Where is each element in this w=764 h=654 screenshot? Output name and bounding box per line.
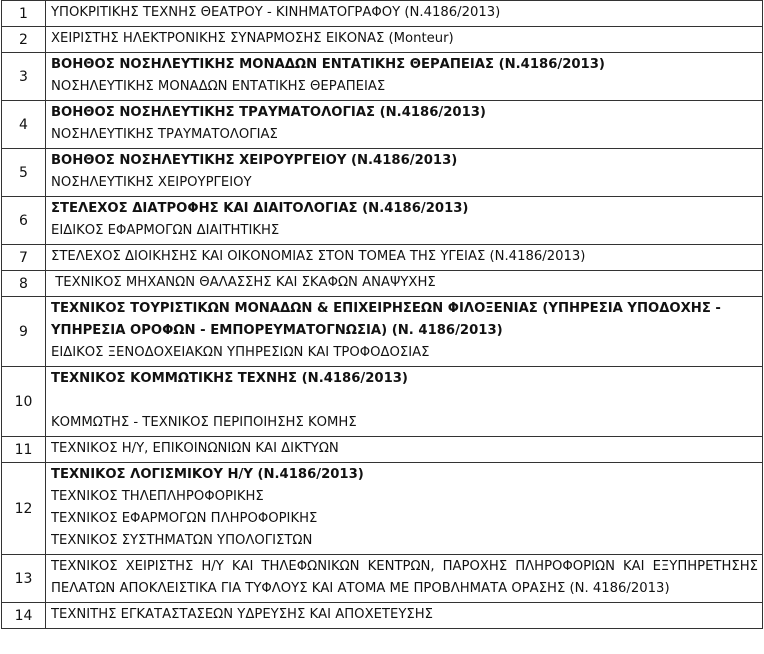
specialty-title: ΒΟΗΘΟΣ ΝΟΣΗΛΕΥΤΙΚΗΣ ΜΟΝΑΔΩΝ ΕΝΤΑΤΙΚΗΣ ΘΕΡΑΠΕΙΑΣ (Ν.4186/2013) <box>51 57 605 72</box>
table-row <box>2 297 763 367</box>
table-row <box>2 437 763 463</box>
specialty-subtitle: ΤΕΧΝΙΚΟΣ ΤΗΛΕΠΛΗΡΟΦΟΡΙΚΗΣ <box>51 489 264 504</box>
row-number: 13 <box>2 555 46 603</box>
table-row <box>2 367 763 437</box>
table-row <box>2 271 763 297</box>
row-description <box>46 149 763 197</box>
table-row <box>2 197 763 245</box>
row-description <box>46 437 763 463</box>
table-row <box>2 555 763 603</box>
table-row <box>2 27 763 53</box>
row-description <box>46 603 763 629</box>
specialty-subtitle: ΕΙΔΙΚΟΣ ΞΕΝΟΔΟΧΕΙΑΚΩΝ ΥΠΗΡΕΣΙΩΝ ΚΑΙ ΤΡΟΦΟΔΟΣΙΑΣ <box>51 345 430 360</box>
row-description <box>46 101 763 149</box>
row-number: 7 <box>2 245 46 271</box>
row-description <box>46 297 763 367</box>
row-description <box>46 245 763 271</box>
specialty-subtitle: ΝΟΣΗΛΕΥΤΙΚΗΣ ΤΡΑΥΜΑΤΟΛΟΓΙΑΣ <box>51 127 278 142</box>
spacer <box>51 390 758 412</box>
specialty-subtitle: ΚΟΜΜΩΤΗΣ - ΤΕΧΝΙΚΟΣ ΠΕΡΙΠΟΙΗΣΗΣ ΚΟΜΗΣ <box>51 415 357 430</box>
specialty-title: ΤΕΧΝΙΤΗΣ ΕΓΚΑΤΑΣΤΑΣΕΩΝ ΥΔΡΕΥΣΗΣ ΚΑΙ ΑΠΟΧΕΤΕΥΣΗΣ <box>51 607 433 622</box>
row-number: 8 <box>2 271 46 297</box>
specialty-title: ΒΟΗΘΟΣ ΝΟΣΗΛΕΥΤΙΚΗΣ ΤΡΑΥΜΑΤΟΛΟΓΙΑΣ (Ν.4186/2013) <box>51 105 486 120</box>
row-number: 1 <box>2 1 46 27</box>
specialty-title: ΤΕΧΝΙΚΟΣ ΧΕΙΡΙΣΤΗΣ Η/Υ ΚΑΙ ΤΗΛΕΦΩΝΙΚΩΝ ΚΕΝΤΡΩΝ, ΠΑΡΟΧΗΣ ΠΛΗΡΟΦΟΡΙΩΝ ΚΑΙ ΕΞΥΠΗΡΕΤΗΣΗΣ ΠΕΛΑΤΩΝ ΑΠΟΚΛΕΙΣΤΙΚΑ ΓΙΑ ΤΥΦΛΟΥΣ ΚΑΙ ΑΤΟΜΑ ΜΕ ΠΡΟΒΛΗΜΑΤΑ ΟΡΑΣΗΣ (Ν. 4186/2013) <box>51 559 758 596</box>
specialty-title: ΤΕΧΝΙΚΟΣ ΜΗΧΑΝΩΝ ΘΑΛΑΣΣΗΣ ΚΑΙ ΣΚΑΦΩΝ ΑΝΑΨΥΧΗΣ <box>51 275 436 290</box>
table-row <box>2 603 763 629</box>
table-row <box>2 1 763 27</box>
row-number: 5 <box>2 149 46 197</box>
row-description <box>46 555 763 603</box>
row-number: 11 <box>2 437 46 463</box>
row-number: 14 <box>2 603 46 629</box>
row-number: 12 <box>2 463 46 555</box>
specialty-subtitle: ΤΕΧΝΙΚΟΣ ΕΦΑΡΜΟΓΩΝ ΠΛΗΡΟΦΟΡΙΚΗΣ <box>51 511 318 526</box>
specialty-title: ΒΟΗΘΟΣ ΝΟΣΗΛΕΥΤΙΚΗΣ ΧΕΙΡΟΥΡΓΕΙΟΥ (Ν.4186/2013) <box>51 153 458 168</box>
row-description <box>46 271 763 297</box>
specialties-table <box>1 0 763 629</box>
row-description <box>46 53 763 101</box>
table-row <box>2 101 763 149</box>
row-description <box>46 197 763 245</box>
row-number: 4 <box>2 101 46 149</box>
specialty-title: ΣΤΕΛΕΧΟΣ ΔΙΑΤΡΟΦΗΣ ΚΑΙ ΔΙΑΙΤΟΛΟΓΙΑΣ (Ν.4186/2013) <box>51 201 469 216</box>
specialty-title: ΤΕΧΝΙΚΟΣ ΤΟΥΡΙΣΤΙΚΩΝ ΜΟΝΑΔΩΝ & ΕΠΙΧΕΙΡΗΣΕΩΝ ΦΙΛΟΞΕΝΙΑΣ (ΥΠΗΡΕΣΙΑ ΥΠΟΔΟΧΗΣ - ΥΠΗΡΕΣΙΑ ΟΡΟΦΩΝ - ΕΜΠΟΡΕΥΜΑΤΟΓΝΩΣΙΑ) (Ν. 4186/2013) <box>51 301 721 338</box>
specialty-title: ΤΕΧΝΙΚΟΣ ΛΟΓΙΣΜΙΚΟΥ Η/Υ (Ν.4186/2013) <box>51 467 364 482</box>
row-description <box>46 1 763 27</box>
specialty-title: ΤΕΧΝΙΚΟΣ Η/Υ, ΕΠΙΚΟΙΝΩΝΙΩΝ ΚΑΙ ΔΙΚΤΥΩΝ <box>51 441 339 456</box>
specialty-subtitle: ΝΟΣΗΛΕΥΤΙΚΗΣ ΜΟΝΑΔΩΝ ΕΝΤΑΤΙΚΗΣ ΘΕΡΑΠΕΙΑΣ <box>51 79 386 94</box>
specialty-title: ΧΕΙΡΙΣΤΗΣ ΗΛΕΚΤΡΟΝΙΚΗΣ ΣΥΝΑΡΜΟΣΗΣ ΕΙΚΟΝΑΣ (Monteur) <box>51 31 454 46</box>
row-description <box>46 463 763 555</box>
specialty-title: ΣΤΕΛΕΧΟΣ ΔΙΟΙΚΗΣΗΣ ΚΑΙ ΟΙΚΟΝΟΜΙΑΣ ΣΤΟΝ ΤΟΜΕΑ ΤΗΣ ΥΓΕΙΑΣ (Ν.4186/2013) <box>51 249 586 264</box>
row-number: 9 <box>2 297 46 367</box>
row-description <box>46 27 763 53</box>
table-row <box>2 463 763 555</box>
specialty-title: ΤΕΧΝΙΚΟΣ ΚΟΜΜΩΤΙΚΗΣ ΤΕΧΝΗΣ (Ν.4186/2013) <box>51 371 408 386</box>
specialty-title: ΥΠΟΚΡΙΤΙΚΗΣ ΤΕΧΝΗΣ ΘΕΑΤΡΟΥ - ΚΙΝΗΜΑΤΟΓΡΑΦΟΥ (Ν.4186/2013) <box>51 5 501 20</box>
table-row <box>2 149 763 197</box>
row-number: 6 <box>2 197 46 245</box>
row-number: 2 <box>2 27 46 53</box>
table-row <box>2 53 763 101</box>
specialty-subtitle: ΕΙΔΙΚΟΣ ΕΦΑΡΜΟΓΩΝ ΔΙΑΙΤΗΤΙΚΗΣ <box>51 223 280 238</box>
row-number: 10 <box>2 367 46 437</box>
specialty-subtitle: ΝΟΣΗΛΕΥΤΙΚΗΣ ΧΕΙΡΟΥΡΓΕΙΟΥ <box>51 175 252 190</box>
specialty-subtitle: ΤΕΧΝΙΚΟΣ ΣΥΣΤΗΜΑΤΩΝ ΥΠΟΛΟΓΙΣΤΩΝ <box>51 533 313 548</box>
table-row <box>2 245 763 271</box>
row-description <box>46 367 763 437</box>
row-number: 3 <box>2 53 46 101</box>
